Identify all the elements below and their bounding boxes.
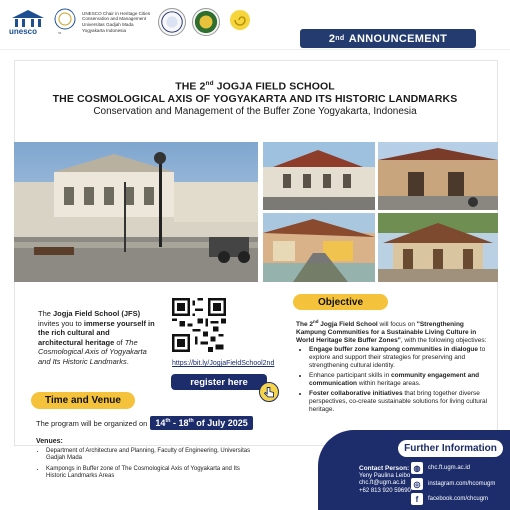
further-info-heading: Further Information (398, 440, 503, 457)
objective-item (309, 346, 492, 370)
photo-traditional-house (378, 213, 498, 282)
unesco-logo-text: unesco (9, 27, 38, 36)
contact-person (359, 465, 411, 495)
intro-text: invites you to (38, 318, 84, 328)
title-line-1 (0, 80, 510, 93)
photo-colonial-building (263, 142, 375, 210)
objective-item-bold: Foster collaborative initiatives (309, 390, 403, 398)
objective-sup: nd (312, 319, 319, 324)
registration-qr-code[interactable] (172, 298, 226, 352)
title-sup: nd (205, 80, 214, 87)
chair-seal-logo (158, 8, 186, 36)
venue-item: • Department of Architecture and Planning, Faculty of Engineering, Universitas Gadjah Mada (46, 448, 256, 463)
title-suffix: JOGJA FIELD SCHOOL (213, 80, 335, 93)
intro-text: of (114, 337, 125, 347)
venues-section (36, 438, 256, 484)
title-prefix: THE 2 (175, 80, 206, 93)
unesco-chair-text: UNESCO Chair in Heritage Cities Conservation and Management Universitas Gadjah Mada Yogyakarta Indonesia (82, 10, 151, 33)
photo-tugu-square (14, 142, 258, 282)
program-dates-row (36, 416, 253, 430)
registration-link[interactable]: https://bit.ly/JogjaFieldSchool2nd (172, 360, 275, 367)
objective-item-bold: Engage buffer zone kampong communities in dialogue (309, 346, 479, 354)
yogyakarta-crest-logo (192, 8, 220, 36)
objective-intro: The 2 (296, 321, 313, 329)
title-subtitle: Conservation and Management of the Buffer Zone Yogyakarta, Indonesia (93, 105, 417, 117)
objective-item-text: Enhance participant skills in (309, 372, 392, 380)
facebook-link[interactable] (411, 493, 488, 505)
venues-heading: Venues: (36, 438, 63, 445)
jogja-heritage-society-logo (226, 8, 254, 36)
objective-item (309, 372, 492, 388)
intro-emphasis: immerse yourself in the rich cultural and architectural heritage (38, 318, 155, 347)
intro-site-name: The Cosmological Axis of Yogyakarta and Its Historic Landmarks (38, 337, 147, 366)
objective-item-text: that bring together diverse perspectives, co-create sustainable solutions for living cultural heritage. (309, 390, 488, 414)
objective-item-bold: community engagement and communication (309, 372, 480, 388)
contact-label: Contact Person: (359, 465, 410, 472)
ugm-logo (54, 8, 76, 36)
instagram-link[interactable] (411, 478, 495, 490)
objective-list (296, 346, 492, 414)
facebook-icon: f (411, 493, 423, 505)
objective-item-text: to explore and support their strategies for preserving and strengthening cultural identity. (309, 346, 486, 370)
announcement-label: ANNOUNCEMENT (348, 32, 448, 45)
contact-name: Yeny Paulina Leibo (359, 472, 411, 479)
photo-road-market (263, 213, 375, 282)
program-date (150, 416, 252, 430)
date-end-sup: th (188, 418, 194, 424)
click-hand-icon (259, 382, 279, 402)
contact-email[interactable]: chc.ft@ugm.ac.id (359, 480, 406, 487)
photo-street-shops (378, 142, 498, 210)
announcement-badge (300, 29, 476, 48)
svg-text:UGM: UGM (54, 31, 61, 35)
date-start: 14 (155, 418, 166, 428)
objective-heading: Objective (293, 294, 388, 310)
contact-phone[interactable]: +62 813 920 59690 (359, 487, 411, 494)
objective-jfs: Jogja Field School (318, 321, 378, 329)
time-venue-heading: Time and Venue (31, 392, 135, 409)
announcement-ordinal: nd (335, 35, 345, 42)
objective-item-text: within heritage areas. (357, 380, 421, 388)
website-text: chc.ft.ugm.ac.id (428, 465, 471, 471)
objective-theme: "Strengthening Kampung Communities for a Sustainable Living Culture in World Heritage Site Buffer Zones" (296, 321, 477, 345)
objective-intro: , with the following objectives: (400, 337, 487, 345)
announcement-number: 2 (328, 32, 336, 45)
date-start-sup: th (165, 418, 171, 424)
intro-jfs: Jogja Field School (JFS) (53, 309, 141, 318)
objective-item (309, 390, 492, 414)
website-link[interactable] (411, 462, 470, 474)
objective-text (296, 318, 492, 416)
objective-intro: will focus on (377, 321, 417, 329)
globe-icon: ◍ (411, 462, 423, 474)
instagram-text: instagram.com/hcomugm (428, 481, 496, 487)
venues-list (36, 448, 256, 481)
intro-paragraph (38, 309, 156, 366)
register-button[interactable]: register here (171, 374, 267, 390)
intro-text: The (38, 309, 54, 318)
title-line-2: THE COSMOLOGICAL AXIS OF YOGYAKARTA AND ITS HISTORIC LANDMARKS (52, 92, 458, 105)
date-month: of July 2025 (193, 418, 248, 428)
title-block (0, 80, 510, 117)
header-logos (8, 8, 254, 36)
date-end: - 18 (170, 418, 189, 428)
facebook-text: facebook.com/chcugm (428, 496, 489, 502)
venue-item: • Kampongs in Buffer zone of The Cosmological Axis of Yogyakarta and Its Historic Landmarks Areas (46, 466, 256, 481)
unesco-logo (8, 8, 48, 36)
instagram-icon: ◎ (411, 478, 423, 490)
intro-text: . (126, 356, 129, 366)
program-text: The program will be organized on (36, 418, 148, 428)
